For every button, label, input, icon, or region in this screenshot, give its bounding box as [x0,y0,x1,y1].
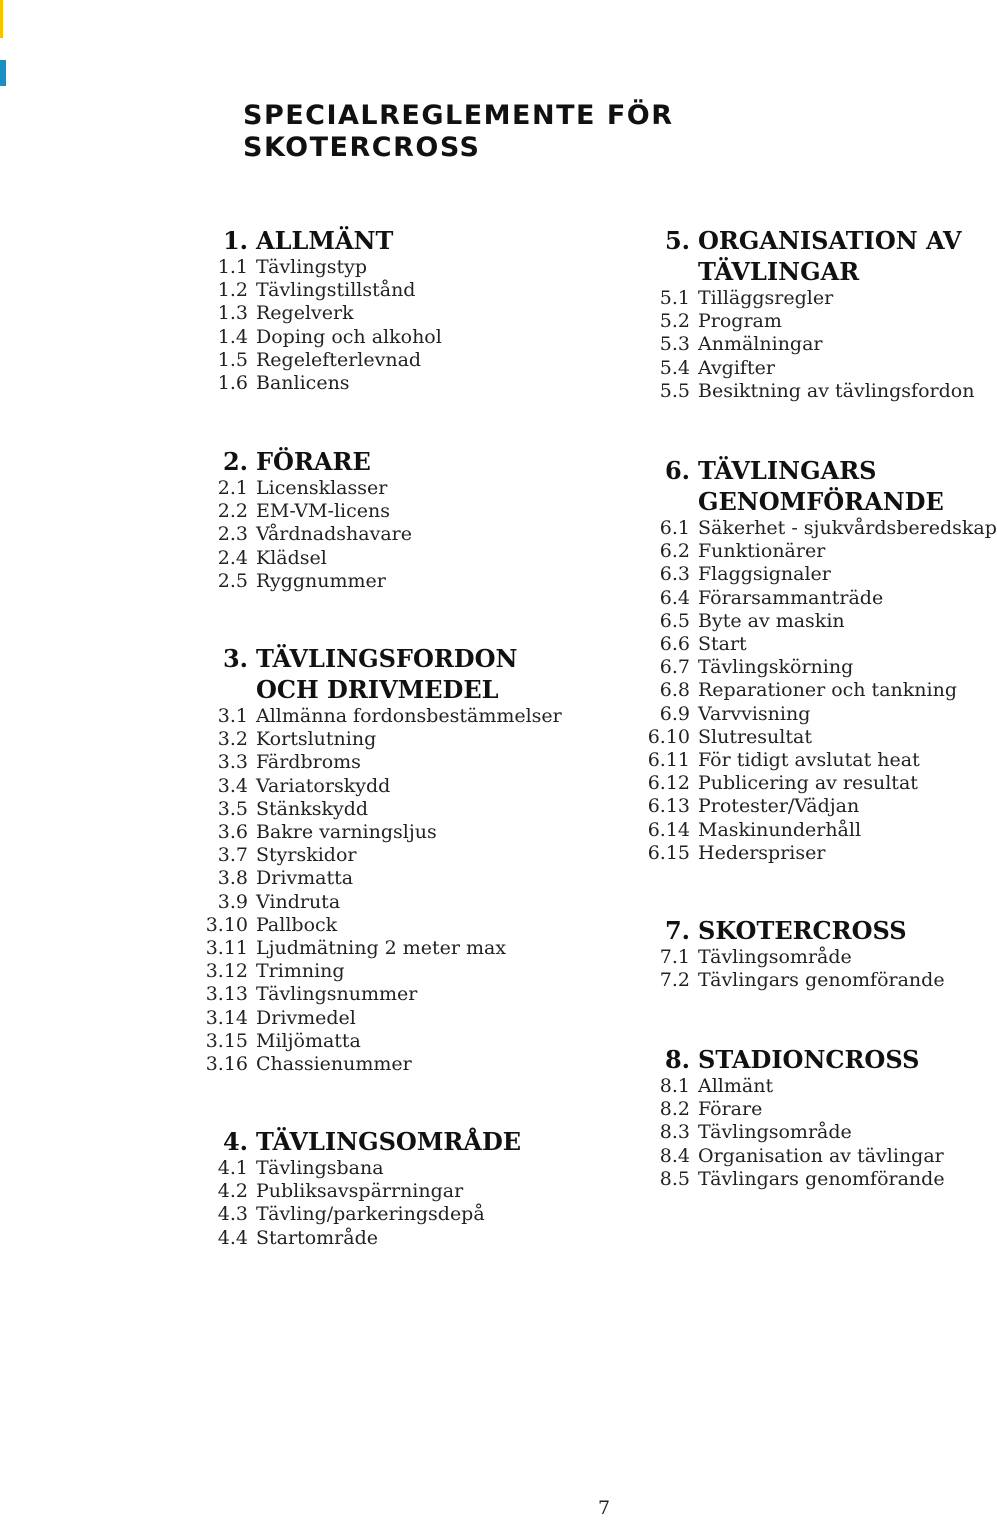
toc-item-number: 2.3 [217,523,248,546]
toc-item-number: 6.14 [647,818,690,841]
page-number: 7 [598,1497,611,1519]
toc-item-text: Tävlingskörning [698,656,854,679]
toc-item [198,705,586,728]
toc-heading-number: 7. [664,916,690,945]
toc-item [640,656,963,679]
toc-item [640,842,963,865]
toc-item-text: Allmänna fordonsbestämmelser [256,705,562,727]
toc-item [640,1075,963,1098]
toc-item-text: Miljömatta [256,1029,361,1052]
toc-item [198,1007,586,1030]
toc-item-text: Pallbock [256,913,338,936]
toc-item [198,279,586,302]
toc-heading-number: 3. [222,644,248,673]
toc-item-number: 8.4 [659,1144,690,1167]
toc-heading [640,455,963,517]
toc-item-text: Maskinunderhåll [698,818,862,841]
toc-item-number: 3.13 [205,983,248,1006]
toc-item-text: Flaggsignaler [698,563,831,586]
toc-item-text: Drivmedel [256,1006,356,1029]
toc-item-text: Licensklasser [256,477,388,499]
toc-section-8 [640,1044,963,1191]
toc-item-number: 6.7 [659,656,690,679]
toc-item-number: 6.10 [647,725,690,748]
toc-item-number: 1.2 [217,279,248,302]
toc-section-3 [198,643,586,1076]
toc-item-number: 6.11 [647,749,690,772]
toc-item-number: 1.3 [217,302,248,325]
toc-item-number: 7.1 [659,946,690,968]
toc-item-number: 6.5 [659,609,690,632]
toc-item [640,703,963,726]
toc-item-number: 5.2 [659,310,690,333]
toc-item-text: Tävlingstillstånd [256,279,416,302]
toc-item [640,679,963,702]
toc-item [640,819,963,842]
toc-item-number: 8.1 [659,1075,690,1097]
toc-item-number: 3.1 [217,705,248,727]
toc-item-number: 4.4 [217,1226,248,1249]
toc-item-number: 3.11 [205,937,248,960]
toc-item [640,946,963,969]
toc-item-number: 5.5 [659,379,690,402]
toc-item-number: 3.2 [217,728,248,751]
toc-item [640,563,963,586]
toc-item-number: 3.12 [205,960,248,983]
toc-heading [198,1126,586,1157]
toc-item-text: Bakre varningsljus [256,821,437,844]
toc-item-text: Tävlingars genomförande [698,969,945,992]
toc-item-text: Tävlingsbana [256,1157,384,1179]
toc-item [198,570,586,593]
toc-item [198,349,586,372]
toc-item-text: Avgifter [698,356,775,379]
toc-item [640,633,963,656]
toc-item-number: 6.9 [659,702,690,725]
toc-item [198,1157,586,1180]
toc-item [198,821,586,844]
toc-item-text: EM-VM-licens [256,500,390,523]
toc-item-number: 5.4 [659,356,690,379]
toc-item-number: 8.5 [659,1167,690,1190]
toc-item-text: Tävlingsområde [698,946,852,968]
toc-heading-title: TÄVLINGARS GENOMFÖRANDE [698,456,944,516]
toc-heading-title: SKOTERCROSS [698,916,907,945]
toc-item [640,610,963,633]
toc-item-number: 3.5 [217,797,248,820]
toc-item-number: 8.2 [659,1098,690,1121]
toc-item-text: Banlicens [256,372,350,395]
toc-item-number: 3.8 [217,867,248,890]
toc-item-text: Stänkskydd [256,797,369,820]
toc-item-text: Tilläggsregler [698,287,834,309]
toc-item-text: Trimning [256,960,345,983]
toc-item [198,937,586,960]
toc-heading-title: TÄVLINGSOMRÅDE [256,1127,522,1156]
toc-item [198,302,586,325]
toc-item [198,798,586,821]
toc-item-text: Startområde [256,1226,378,1249]
toc-item [198,1030,586,1053]
toc-item [198,1053,586,1076]
toc-item-text: Anmälningar [698,333,823,356]
toc-section-7 [640,915,963,992]
toc-item-text: Ljudmätning 2 meter max [256,937,507,960]
toc-item-number: 3.3 [217,751,248,774]
toc-item-text: Tävlingsområde [698,1121,852,1144]
toc-item-text: Organisation av tävlingar [698,1144,944,1167]
toc-item-number: 3.7 [217,844,248,867]
toc-item-text: Drivmatta [256,867,354,890]
toc-item [198,256,586,279]
toc-item [198,728,586,751]
toc-heading [640,225,963,287]
toc-item [640,726,963,749]
toc-heading-number: 8. [664,1045,690,1074]
toc-item-number: 5.3 [659,333,690,356]
toc-item-text: Doping och alkohol [256,325,442,348]
toc-item [198,1180,586,1203]
toc-item [198,983,586,1006]
toc-item [640,540,963,563]
toc-item-text: Variatorskydd [256,774,391,797]
toc-item-text: Ryggnummer [256,569,386,592]
toc-item-number: 1.4 [217,325,248,348]
toc-item-text: Styrskidor [256,844,357,867]
toc-item-number: 3.6 [217,821,248,844]
toc-item [198,775,586,798]
toc-section-4 [198,1126,586,1250]
toc-item [198,500,586,523]
toc-item-number: 6.3 [659,563,690,586]
toc-heading-number: 6. [664,456,690,485]
toc-item-text: Säkerhet - sjukvårdsberedskap [698,517,997,539]
toc-item [198,477,586,500]
toc-item-text: Publiksavspärrningar [256,1180,464,1203]
toc-item-number: 6.15 [647,841,690,864]
toc-item [198,1227,586,1250]
toc-item-number: 3.16 [205,1053,248,1076]
toc-item-text: Färdbroms [256,751,361,774]
toc-item-number: 3.14 [205,1006,248,1029]
toc-item [640,1121,963,1144]
toc-item [640,357,963,380]
toc-item [640,287,963,310]
toc-item-text: Besiktning av tävlingsfordon [698,379,975,402]
toc-item-text: Start [698,633,747,656]
toc-item-text: Vårdnadshavare [256,523,412,546]
toc-item-number: 3.15 [205,1029,248,1052]
toc-heading-number: 4. [222,1127,248,1156]
toc-item-text: Protester/Vädjan [698,795,860,818]
toc-item [640,749,963,772]
toc-item-number: 3.9 [217,890,248,913]
toc-heading-number: 2. [222,447,248,476]
toc-item-text: Tävlingstyp [256,256,368,278]
toc-item-text: Chassienummer [256,1053,412,1076]
toc-item-text: Byte av maskin [698,609,845,632]
toc-item-text: Tävlingars genomförande [698,1167,945,1190]
toc-item-number: 1.1 [217,256,248,278]
toc-item-text: För tidigt avslutat heat [698,749,920,772]
toc-heading-number: 5. [664,226,690,255]
toc-item-text: Regelefterlevnad [256,348,422,371]
page-title: SPECIALREGLEMENTE FÖR SKOTERCROSS [243,100,674,163]
toc-item [640,517,997,540]
toc-item-text: Reparationer och tankning [698,679,957,702]
toc-item-number: 6.6 [659,633,690,656]
toc-heading [198,225,586,256]
toc-item-number: 6.8 [659,679,690,702]
toc-heading-title: ALLMÄNT [256,226,394,255]
toc-item-number: 6.4 [659,586,690,609]
toc-item-number: 8.3 [659,1121,690,1144]
toc-item [198,867,586,890]
toc-item-number: 3.4 [217,774,248,797]
toc-item-number: 6.13 [647,795,690,818]
toc-item [198,372,586,395]
toc-item [198,891,586,914]
toc-item [198,1203,586,1226]
toc-heading-title: STADIONCROSS [698,1045,920,1074]
toc-item [640,772,963,795]
toc-item [640,587,963,610]
toc-item [640,795,963,818]
toc-item [640,333,963,356]
toc-item [640,1145,963,1168]
toc-item-number: 6.12 [647,772,690,795]
toc-heading-title: FÖRARE [256,447,371,476]
toc-item-text: Kortslutning [256,728,377,751]
toc-item [198,914,586,937]
toc-item-number: 4.3 [217,1203,248,1226]
toc-item-number: 7.2 [659,969,690,992]
toc-section-1 [198,225,586,395]
toc-item [198,547,586,570]
toc-item-text: Vindruta [256,890,341,913]
toc-heading [198,446,586,477]
toc-heading [640,1044,963,1075]
toc-heading [198,643,586,705]
corner-accent-yellow [0,0,3,38]
toc-section-2 [198,446,586,593]
toc-item-number: 1.6 [217,372,248,395]
toc-item-number: 4.2 [217,1180,248,1203]
toc-item-text: Publicering av resultat [698,772,918,795]
toc-item [198,326,586,349]
toc-item-number: 3.10 [205,913,248,936]
toc-item [198,960,586,983]
toc-item [198,523,586,546]
toc-section-6 [640,455,997,865]
toc-item [640,969,963,992]
toc-item [640,379,975,403]
toc-item-number: 1.5 [217,348,248,371]
toc-heading-number: 1. [222,226,248,255]
toc-item [640,1168,963,1191]
toc-item [198,844,586,867]
toc-item-text: Varvvisning [698,702,811,725]
toc-heading-title: TÄVLINGSFORDON OCH DRIVMEDEL [256,644,518,704]
toc-heading-title: ORGANISATION AV TÄVLINGAR [698,226,962,286]
toc-item-number: 5.1 [659,287,690,309]
toc-section-5 [640,225,975,403]
toc-item-text: Regelverk [256,302,354,325]
toc-item [640,1098,963,1121]
toc-item-number: 2.2 [217,500,248,523]
toc-heading [640,915,963,946]
toc-item-text: Hederspriser [698,841,826,864]
toc-item-text: Slutresultat [698,725,812,748]
toc-item-text: Klädsel [256,546,327,569]
toc-item-text: Tävlingsnummer [256,983,418,1006]
corner-accent-blue [0,60,6,86]
toc-item-text: Funktionärer [698,540,826,563]
toc-item-text: Förarsammanträde [698,586,884,609]
toc-item-number: 6.2 [659,540,690,563]
toc-item-number: 6.1 [659,517,690,539]
toc-item-number: 2.5 [217,569,248,592]
toc-item-number: 2.1 [217,477,248,499]
toc-item-number: 2.4 [217,546,248,569]
toc-item-text: Förare [698,1098,763,1121]
toc-item [198,751,586,774]
toc-item [640,310,963,333]
toc-item-text: Tävling/parkeringsdepå [256,1203,485,1226]
toc-item-text: Program [698,310,782,333]
toc-item-text: Allmänt [698,1075,774,1097]
toc-item-number: 4.1 [217,1157,248,1179]
